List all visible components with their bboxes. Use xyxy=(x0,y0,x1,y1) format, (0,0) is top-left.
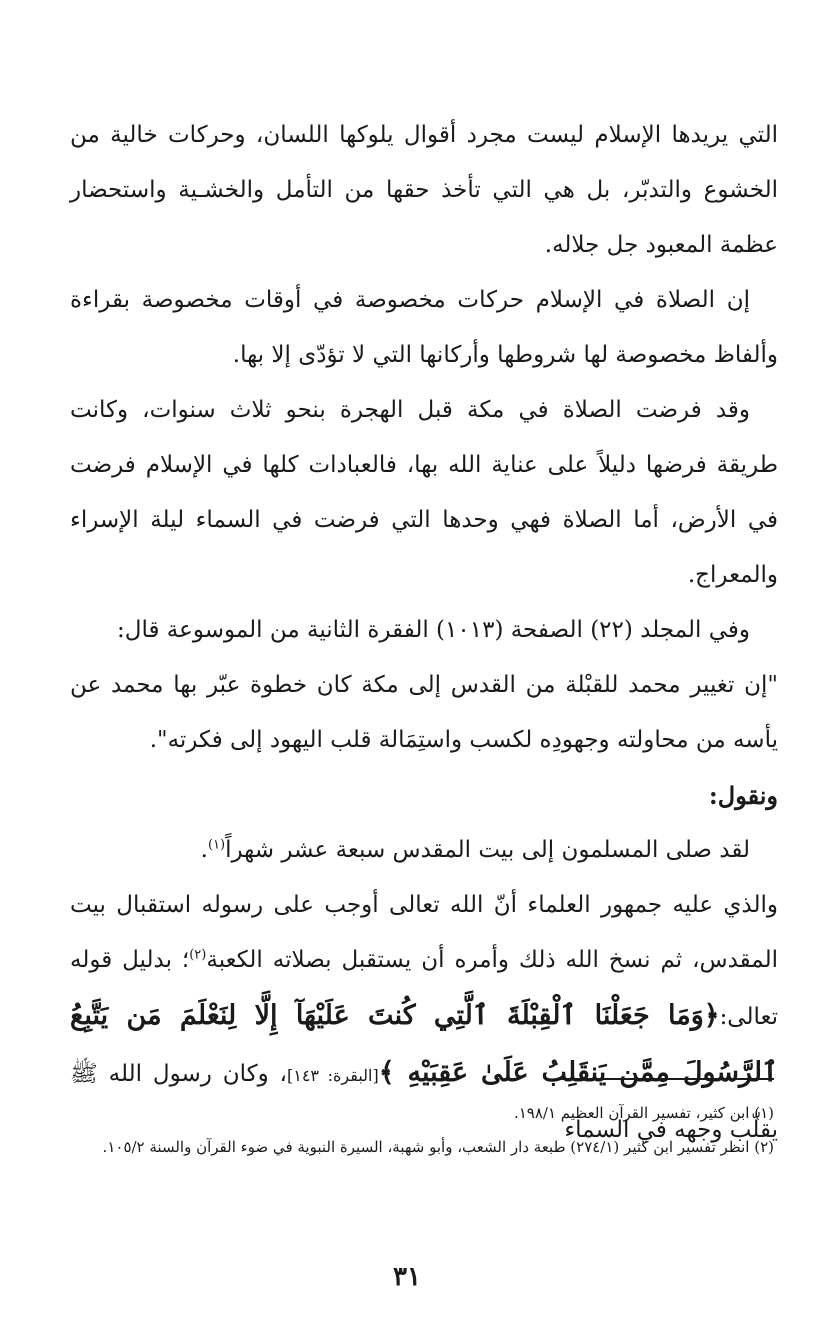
footnotes xyxy=(70,1096,774,1164)
paragraph-7-text: والذي عليه جمهور العلماء أنّ الله تعالى أوجب على رسوله استقبال بيت المقدس، ثم نسخ الله ذلك وأمره أن يستقبل بصلاته الكعبة xyxy=(70,892,778,973)
paragraph-7-after: ؛ بدليل قوله تعالى: xyxy=(70,947,778,1030)
quran-reference: [البقرة: ١٤٣] xyxy=(286,1066,379,1085)
paragraph-6-text: لقد صلى المسلمون إلى بيت المقدس سبعة عشر شهراً xyxy=(225,837,750,863)
page-body xyxy=(70,108,778,1158)
paragraph-1: التي يريدها الإسلام ليست مجرد أقوال يلوكها اللسان، وحركات خالية من الخشوع والتدبّر، بل هي التي تأخذ حقها من التأمل والخشـية واستحضار عظمة المعبود جل جلاله. xyxy=(70,122,778,258)
footnote-ref-2: (٢) xyxy=(189,947,207,963)
footnote-divider xyxy=(556,1078,774,1080)
paragraph-7-end: ، وكان رسول الله ﷺ يقلّب وجهه في السماء xyxy=(70,1061,778,1143)
footnote-ref-1: (١) xyxy=(207,837,226,853)
paragraph-4: وفي المجلد (٢٢) الصفحة (١٠١٣) الفقرة الثانية من الموسوعة قال: xyxy=(116,617,750,643)
footnote-1: (١) ابن كثير، تفسير القرآن العظيم ١٩٨/١. xyxy=(513,1104,774,1122)
quran-verse: ﴿وَمَا جَعَلْنَا ٱلْقِبْلَةَ ٱلَّتِي كُنتَ عَلَيْهَآ إِلَّا لِنَعْلَمَ مَن يَتَّبِعُ ٱلرَّسُولَ مِمَّن يَنقَلِبُ عَلَىٰ عَقِبَيْهِ ﴾ xyxy=(70,1000,778,1088)
paragraph-6-end: . xyxy=(200,837,208,863)
page-number: ٣١ xyxy=(393,1262,421,1292)
footnote-2: (٢) انظر تفسير ابن كثير (٢٧٤/١) طبعة دار الشعب، وأبو شهبة، السيرة النبوية في ضوء القرآن والسنة ١٠٥/٢. xyxy=(102,1138,774,1156)
quote-paragraph: "إن تغيير محمد للقبْلة من القدس إلى مكة كان خطوة عبّر بها محمد عن يأسه من محاولته وجهودِه لكسب واستِمَالة قلب اليهود إلى فكرته". xyxy=(70,672,778,753)
paragraph-3: وقد فرضت الصلاة في مكة قبل الهجرة بنحو ثلاث سنوات، وكانت طريقة فرضها دليلاً على عناية الله بها، فالعبادات كلها في الإسلام فرضت في الأرض، أما الصلاة فهي وحدها التي فرضت في السماء ليلة الإسراء والمعراج. xyxy=(70,397,778,588)
paragraph-2: إن الصلاة في الإسلام حركات مخصوصة في أوقات مخصوصة بقراءة وألفاظ مخصوصة لها شروطها وأركانها التي لا تؤدّى إلا بها. xyxy=(70,287,778,368)
paragraph-6 xyxy=(70,823,778,878)
section-heading: ونقول: xyxy=(708,781,778,810)
